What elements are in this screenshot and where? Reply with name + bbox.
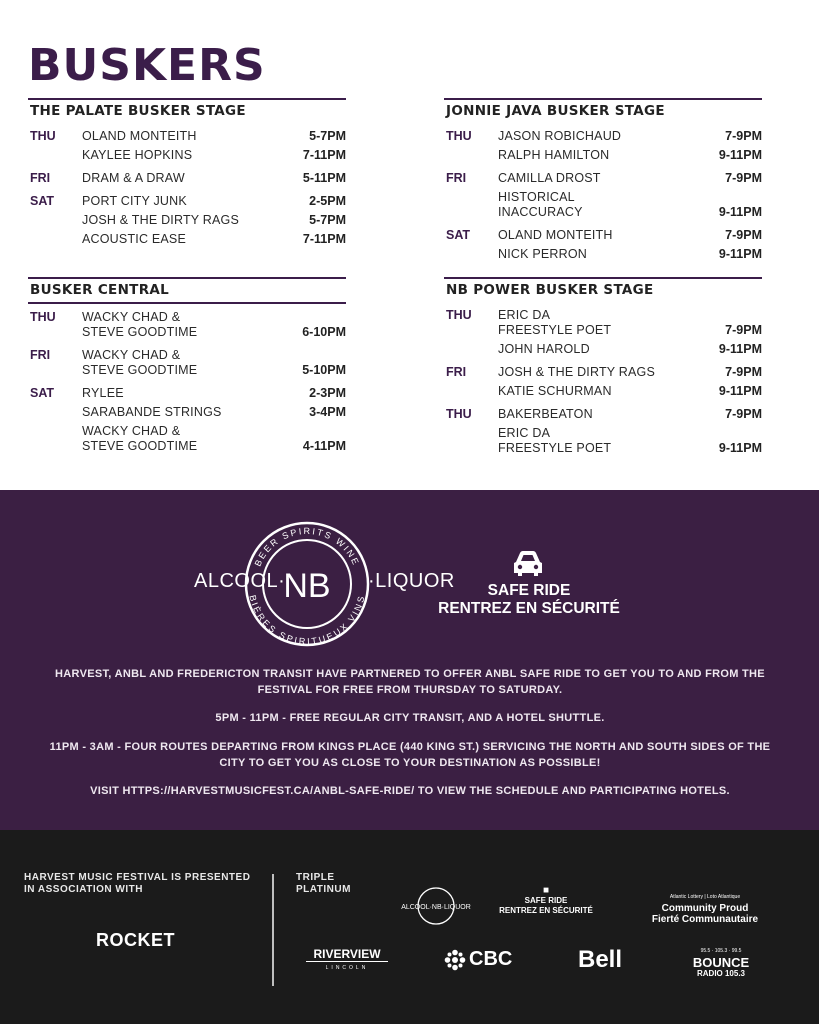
time-slot: 3-4PM (309, 405, 346, 419)
time-slot: 2-3PM (309, 386, 346, 400)
stage-rows (28, 123, 346, 247)
act-name: OLAND MONTEITH (82, 129, 197, 143)
schedule-row (28, 213, 346, 228)
schedule-row (444, 148, 762, 163)
time-slot: 7-11PM (302, 232, 346, 246)
act-line-2: STEVE GOODTIME (82, 439, 198, 453)
schedule-row (28, 424, 346, 454)
act-name (498, 308, 702, 338)
time-slot: 9-11PM (718, 205, 762, 219)
act-name: PORT CITY JUNK (82, 194, 187, 208)
act-name: DRAM & A DRAW (82, 171, 185, 185)
act-line-2: STEVE GOODTIME (82, 363, 198, 377)
day-label: SAT (446, 228, 471, 242)
time-slot: 7-9PM (725, 129, 762, 143)
day-label: FRI (30, 171, 51, 185)
stage-rows (444, 302, 762, 456)
schedule-row (28, 129, 346, 144)
stage-title: JONNIE JAVA BUSKER STAGE (446, 103, 665, 119)
act-name (82, 424, 286, 454)
day-label: THU (446, 407, 472, 421)
time-slot: 7-9PM (725, 228, 762, 242)
schedule-row (444, 384, 762, 399)
sponsor-footer (0, 830, 819, 1024)
time-slot: 9-11PM (718, 342, 762, 356)
schedule-row (28, 386, 346, 401)
safe-ride-title: SAFE RIDE RENTREZ EN SÉCURITÉ (438, 582, 620, 617)
time-slot: 9-11PM (718, 247, 762, 261)
day-label: FRI (446, 171, 467, 185)
page-title: BUSKERS (28, 40, 266, 91)
bounce-radio-logo: 95.5 · 105.3 · 99.5 BOUNCE RADIO 105.3 (692, 948, 750, 978)
day-label: FRI (30, 348, 51, 362)
stage-rows (28, 304, 346, 454)
act-name: ACOUSTIC EASE (82, 232, 187, 246)
schedule-row (28, 310, 346, 340)
presented-by-label: HARVEST MUSIC FESTIVAL IS PRESENTED IN ASSOCIATION WITH (24, 872, 251, 895)
stage-central (28, 277, 346, 458)
schedule-row (28, 148, 346, 163)
day-label: THU (446, 129, 472, 143)
schedule-row (28, 405, 346, 420)
info-paragraph-2: 5PM - 11PM - FREE REGULAR CITY TRANSIT, AND A HOTEL SHUTTLE. (215, 712, 605, 724)
time-slot: 9-11PM (718, 384, 762, 398)
cbc-gem-icon (444, 949, 466, 971)
time-slot: 7-9PM (725, 323, 762, 337)
stage-java (444, 98, 762, 266)
time-slot: 9-11PM (718, 148, 762, 162)
small-anbl-text: ALCOOL·NB·LIQUOR (401, 904, 471, 911)
schedule-row (444, 171, 762, 186)
time-slot: 7-9PM (725, 171, 762, 185)
schedule-section (0, 0, 819, 490)
stage-title: THE PALATE BUSKER STAGE (30, 103, 246, 119)
act-name: OLAND MONTEITH (498, 228, 613, 242)
day-label: THU (30, 310, 56, 324)
act-name: JOSH & THE DIRTY RAGS (82, 213, 240, 227)
seal-nb-text: NB (283, 567, 331, 605)
seal-bottom-text: BIÈRES SPIRITUEUX VINS (247, 594, 367, 647)
bell-logo: Bell (578, 946, 623, 973)
stage-palate (28, 98, 346, 251)
act-line-2: INACCURACY (498, 205, 583, 219)
act-line-2: FREESTYLE POET (498, 441, 612, 455)
act-line-1: WACKY CHAD & (82, 310, 181, 324)
seal-top-text: BEER SPIRITS WINE (252, 525, 362, 568)
time-slot: 9-11PM (718, 441, 762, 455)
act-line-2: STEVE GOODTIME (82, 325, 198, 339)
schedule-row (444, 247, 762, 262)
time-slot: 4-11PM (302, 439, 346, 453)
time-slot: 5-10PM (302, 363, 346, 377)
schedule-row (28, 232, 346, 247)
day-label: THU (446, 308, 472, 322)
act-line-1: WACKY CHAD & (82, 424, 181, 438)
info-paragraph-3: 11PM - 3AM - FOUR ROUTES DEPARTING FROM KINGS PLACE (440 KING ST.) SERVICING THE NORTH AND SOUTH SIDES OF THE CITY TO GET YOU AS CLOSE TO YOUR DESTINATION AS POSSIBLE! (49, 741, 771, 769)
cbc-logo: CBC (444, 948, 512, 971)
time-slot: 5-7PM (309, 213, 346, 227)
stage-nbpower (444, 277, 762, 460)
time-slot: 2-5PM (309, 194, 346, 208)
schedule-row (28, 194, 346, 209)
act-name (82, 310, 286, 340)
schedule-row (444, 228, 762, 243)
info-paragraph-1: HARVEST, ANBL AND FREDERICTON TRANSIT HAVE PARTNERED TO OFFER ANBL SAFE RIDE TO GET YOU TO AND FROM THE FESTIVAL FOR FREE FROM THURSDAY TO SATURDAY. (55, 668, 765, 696)
stage-title: NB POWER BUSKER STAGE (446, 282, 654, 298)
info-paragraph-4: VISIT HTTPS://HARVESTMUSICFEST.CA/ANBL-SAFE-RIDE/ TO VIEW THE SCHEDULE AND PARTICIPATING HOTELS. (90, 785, 730, 797)
schedule-row (444, 426, 762, 456)
small-anbl-logo (398, 886, 474, 926)
time-slot: 5-7PM (309, 129, 346, 143)
act-name: JASON ROBICHAUD (498, 129, 622, 143)
rocket-logo: ROCKET (96, 930, 175, 950)
act-name: CAMILLA DROST (498, 171, 601, 185)
act-name: KAYLEE HOPKINS (82, 148, 193, 162)
time-slot: 7-11PM (302, 148, 346, 162)
act-name: SARABANDE STRINGS (82, 405, 222, 419)
schedule-row (28, 348, 346, 378)
time-slot: 5-11PM (302, 171, 346, 185)
atlantic-lottery-logo: Atlantic Lottery | Loto Atlantique Community Proud Fierté Communautaire (651, 894, 759, 925)
small-car-icon: ■ (542, 885, 550, 896)
anbl-left-word: ALCOOL· (194, 570, 286, 592)
day-label: SAT (30, 194, 55, 208)
act-name: JOHN HAROLD (498, 342, 590, 356)
safe-ride-section (0, 490, 819, 830)
act-name: RYLEE (82, 386, 124, 400)
act-name (498, 426, 702, 456)
act-name (498, 190, 702, 220)
act-line-2: FREESTYLE POET (498, 323, 612, 337)
act-line-1: HISTORICAL (498, 190, 575, 204)
time-slot: 7-9PM (725, 407, 762, 421)
schedule-row (444, 342, 762, 357)
act-name: RALPH HAMILTON (498, 148, 610, 162)
footer-divider (272, 874, 274, 986)
time-slot: 6-10PM (302, 325, 346, 339)
schedule-row (444, 190, 762, 220)
act-name: JOSH & THE DIRTY RAGS (498, 365, 656, 379)
day-label: SAT (30, 386, 55, 400)
day-label: FRI (446, 365, 467, 379)
act-line-1: ERIC DA (498, 426, 551, 440)
small-safe-ride-logo: ■ SAFE RIDE RENTREZ EN SÉCURITÉ (492, 886, 600, 916)
schedule-row (444, 407, 762, 422)
act-name: NICK PERRON (498, 247, 588, 261)
act-name: KATIE SCHURMAN (498, 384, 612, 398)
schedule-row (444, 129, 762, 144)
schedule-row (28, 171, 346, 186)
riverview-lincoln-logo: RIVERVIEW LINCOLN (306, 948, 388, 974)
schedule-row (444, 365, 762, 380)
act-line-1: ERIC DA (498, 308, 551, 322)
day-label: THU (30, 129, 56, 143)
anbl-right-word: ·LIQUOR (368, 570, 455, 592)
car-icon (510, 548, 546, 578)
stage-rows (444, 123, 762, 262)
act-name (82, 348, 286, 378)
act-line-1: WACKY CHAD & (82, 348, 181, 362)
tier-label: TRIPLE PLATINUM (296, 872, 351, 895)
schedule-row (444, 308, 762, 338)
stage-title: BUSKER CENTRAL (30, 282, 170, 298)
time-slot: 7-9PM (725, 365, 762, 379)
act-name: BAKERBEATON (498, 407, 593, 421)
